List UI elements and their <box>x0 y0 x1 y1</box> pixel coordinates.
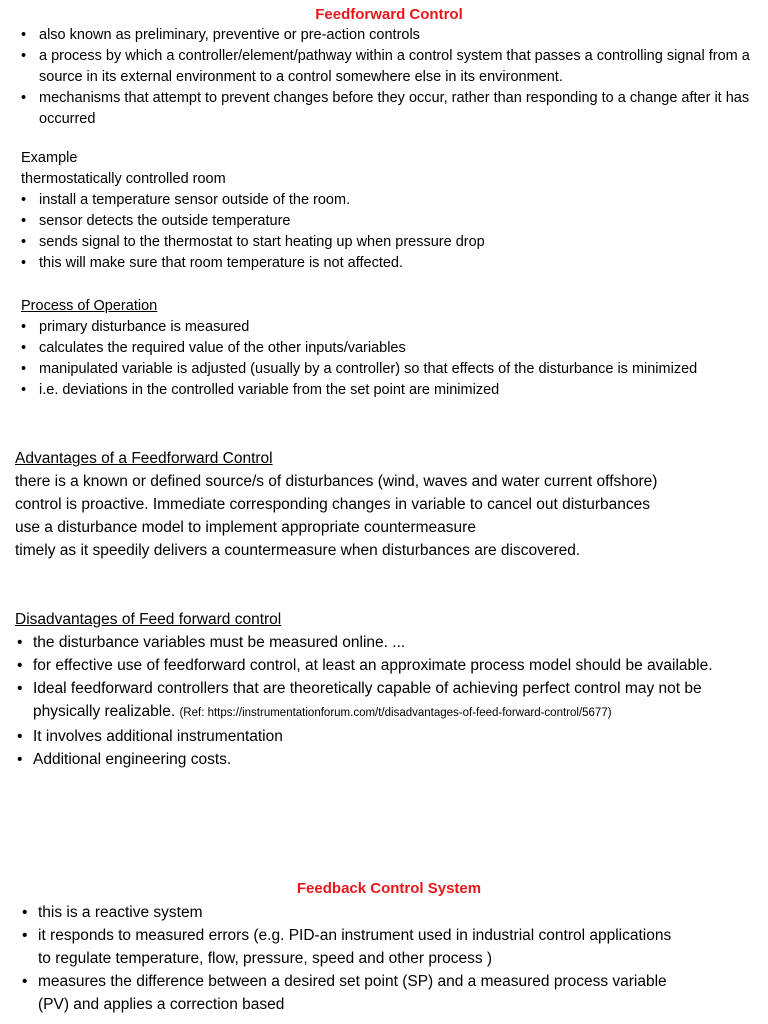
example-subheading: thermostatically controlled room <box>21 171 226 187</box>
list-item: • install a temperature sensor outside of the room. <box>19 190 761 211</box>
list-item: • sends signal to the thermostat to start heating up when pressure drop <box>19 232 761 253</box>
list-item: • Ideal feedforward controllers that are theoretically capable of achieving perfect control may not be physically realizable. (Ref: https://instrumentationforum.com/t/disadvantages-of-feed-forward-control/5677) <box>15 677 760 725</box>
definition-list <box>19 25 759 130</box>
list-item: • mechanisms that attempt to prevent changes before they occur, rather than responding to a change after it has occurred <box>19 88 759 130</box>
list-item: • this is a reactive system <box>20 901 760 924</box>
list-item: • i.e. deviations in the controlled variable from the set point are minimized <box>19 380 759 401</box>
list-item: • for effective use of feedforward control, at least an approximate process model should be available. <box>15 654 760 677</box>
advantage-line: there is a known or defined source/s of disturbances (wind, waves and water current offshore) <box>15 473 658 490</box>
disadvantages-heading: Disadvantages of Feed forward control <box>15 611 282 628</box>
list-item: • manipulated variable is adjusted (usually by a controller) so that effects of the disturbance is minimized <box>19 359 759 380</box>
advantages-heading: Advantages of a Feedforward Control <box>15 450 273 467</box>
feedforward-title: Feedforward Control <box>315 6 463 23</box>
disadvantages-section <box>15 608 760 771</box>
example-section <box>21 148 761 274</box>
advantage-line: use a disturbance model to implement appropriate countermeasure <box>15 519 476 536</box>
list-item: • it responds to measured errors (e.g. PID-an instrument used in industrial control applications to regulate temperature, flow, pressure, speed and other process ) <box>20 924 760 970</box>
feedback-section <box>20 901 760 1016</box>
list-item: • this will make sure that room temperature is not affected. <box>19 253 761 274</box>
process-heading: Process of Operation <box>21 298 158 314</box>
process-section <box>19 296 759 401</box>
advantage-line: timely as it speedily delivers a countermeasure when disturbances are discovered. <box>15 542 581 559</box>
list-item: • the disturbance variables must be measured online. ... <box>15 631 760 654</box>
reference-link[interactable]: (Ref: https://instrumentationforum.com/t/disadvantages-of-feed-forward-control/5677) <box>179 707 612 719</box>
advantage-line: control is proactive. Immediate corresponding changes in variable to cancel out disturbances <box>15 496 650 513</box>
list-item: • sensor detects the outside temperature <box>19 211 761 232</box>
list-item: • also known as preliminary, preventive or pre-action controls <box>19 25 759 46</box>
example-heading: Example <box>21 150 78 166</box>
list-item: • primary disturbance is measured <box>19 317 759 338</box>
list-item: • measures the difference between a desired set point (SP) and a measured process variable (PV) and applies a correction based <box>20 970 760 1016</box>
list-item: • calculates the required value of the other inputs/variables <box>19 338 759 359</box>
list-item: • It involves additional instrumentation <box>15 725 760 748</box>
advantages-section <box>15 447 765 562</box>
list-item: • Additional engineering costs. <box>15 748 760 771</box>
feedback-title: Feedback Control System <box>296 880 482 897</box>
list-item: • a process by which a controller/element/pathway within a control system that passes a controlling signal from a source in its external environment to a control somewhere else in its environment. <box>19 46 759 88</box>
